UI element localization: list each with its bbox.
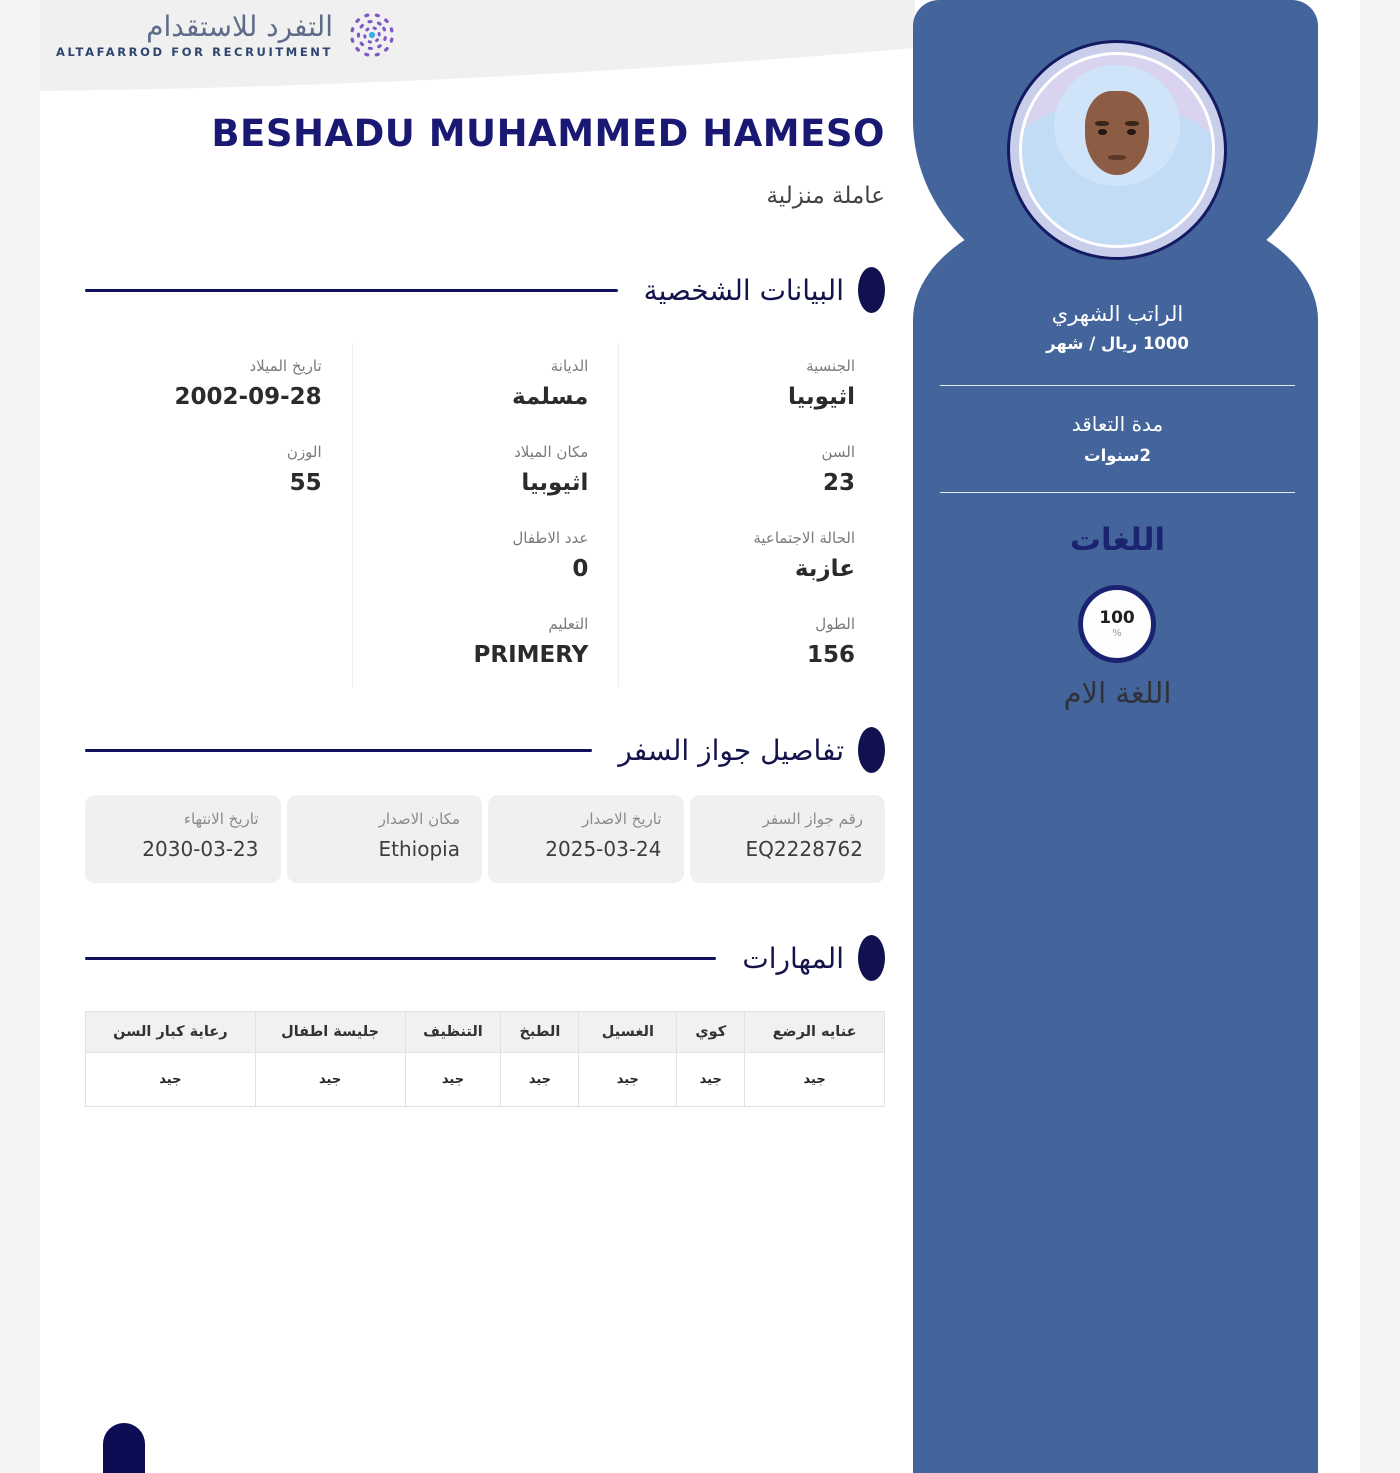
field-label: مكان الميلاد bbox=[514, 443, 589, 461]
skill-rating: جيد bbox=[86, 1053, 256, 1107]
passport-box-label: تاريخ الاصدار bbox=[582, 810, 662, 828]
brand-name-arabic: التفرد للاستقدام bbox=[146, 9, 333, 43]
field-nationality bbox=[618, 343, 885, 429]
photo-eye bbox=[1098, 129, 1107, 136]
field-value: 23 bbox=[822, 470, 855, 496]
language-percent: 100 bbox=[1099, 607, 1135, 628]
passport-issue-place-box bbox=[287, 795, 483, 883]
field-religion bbox=[352, 343, 619, 429]
field-label: التعليم bbox=[548, 615, 589, 633]
passport-box-label: تاريخ الانتهاء bbox=[183, 810, 259, 828]
field-weight bbox=[85, 429, 352, 515]
field-label: الحالة الاجتماعية bbox=[753, 529, 855, 547]
language-name-label: اللغة الام bbox=[1063, 676, 1172, 710]
field-label: الجنسية bbox=[806, 357, 855, 375]
section-header-personal bbox=[85, 267, 885, 313]
field-age bbox=[618, 429, 885, 515]
passport-number-box bbox=[690, 795, 886, 883]
passport-issue-date-box bbox=[488, 795, 684, 883]
skill-rating: جيد bbox=[745, 1053, 885, 1107]
brand-logo bbox=[56, 6, 401, 64]
field-value: مسلمة bbox=[511, 384, 589, 410]
photo-eyebrow bbox=[1125, 121, 1139, 126]
field-empty bbox=[85, 515, 352, 601]
bottom-left-pill-decoration bbox=[103, 1423, 145, 1473]
skill-header: جليسة اطفال bbox=[255, 1012, 405, 1053]
section-bullet-icon bbox=[858, 267, 885, 313]
photo-eyebrow bbox=[1095, 121, 1109, 126]
field-empty bbox=[85, 601, 352, 687]
section-header-skills bbox=[85, 935, 885, 981]
field-label: عدد الاطفال bbox=[512, 529, 589, 547]
field-children-count bbox=[352, 515, 619, 601]
salary-value: 1000 ريال / شهر bbox=[1046, 334, 1189, 353]
photo-eye bbox=[1127, 129, 1136, 136]
sidebar-divider bbox=[940, 492, 1295, 493]
contract-duration-label: مدة التعاقد bbox=[1071, 412, 1164, 436]
field-value: PRIMERY bbox=[473, 642, 589, 668]
section-title-personal: البيانات الشخصية bbox=[643, 273, 844, 307]
field-marital-status bbox=[618, 515, 885, 601]
field-value: 0 bbox=[572, 556, 589, 582]
sidebar-divider bbox=[940, 385, 1295, 386]
salary-label: الراتب الشهري bbox=[1051, 302, 1184, 326]
section-divider-line bbox=[85, 749, 592, 752]
candidate-name: BESHADU MUHAMMED HAMESO bbox=[211, 112, 885, 155]
brand-spiral-icon bbox=[343, 6, 401, 64]
field-value: 55 bbox=[289, 470, 322, 496]
brand-name-english: ALTAFARROD FOR RECRUITMENT bbox=[56, 45, 333, 60]
skill-rating: جيد bbox=[255, 1053, 405, 1107]
section-divider-line bbox=[85, 957, 716, 960]
field-height bbox=[618, 601, 885, 687]
section-bullet-icon bbox=[858, 727, 885, 773]
candidate-job-title: عاملة منزلية bbox=[766, 183, 885, 209]
section-divider-line bbox=[85, 289, 618, 292]
skills-table bbox=[85, 1011, 885, 1107]
passport-expiry-date-box bbox=[85, 795, 281, 883]
skill-rating: جيد bbox=[677, 1053, 745, 1107]
skill-header: التنظيف bbox=[405, 1012, 501, 1053]
skill-rating: جيد bbox=[501, 1053, 579, 1107]
passport-box-value: 2025-03-24 bbox=[545, 837, 662, 861]
personal-data-grid bbox=[85, 343, 885, 687]
field-value: عازبة bbox=[794, 556, 855, 582]
field-label: السن bbox=[821, 443, 855, 461]
field-birth-place bbox=[352, 429, 619, 515]
passport-boxes bbox=[85, 795, 885, 883]
skill-header: الطبخ bbox=[501, 1012, 579, 1053]
field-value: اثيوبيا bbox=[521, 470, 589, 496]
field-value: 156 bbox=[806, 642, 855, 668]
field-birth-date bbox=[85, 343, 352, 429]
cv-main-content bbox=[85, 100, 885, 1107]
passport-box-label: رقم جواز السفر bbox=[762, 810, 863, 828]
contract-duration-value: 2سنوات bbox=[1083, 446, 1152, 465]
photo-face bbox=[1085, 91, 1150, 175]
passport-box-value: 2030-03-23 bbox=[142, 837, 259, 861]
skill-header: عنايه الرضع bbox=[745, 1012, 885, 1053]
sidebar-column bbox=[913, 200, 1318, 1473]
field-value: 2002-09-28 bbox=[174, 384, 322, 410]
percent-sign: % bbox=[1112, 627, 1122, 639]
skill-rating: جيد bbox=[405, 1053, 501, 1107]
skill-header: رعاية كبار السن bbox=[86, 1012, 256, 1053]
section-title-passport: تفاصيل جواز السفر bbox=[618, 733, 844, 767]
passport-box-value: EQ2228762 bbox=[745, 837, 863, 861]
languages-title: اللغات bbox=[1069, 522, 1166, 558]
field-label: تاريخ الميلاد bbox=[249, 357, 322, 375]
field-value: اثيوبيا bbox=[788, 384, 855, 410]
field-label: الطول bbox=[815, 615, 855, 633]
photo-mouth bbox=[1108, 155, 1126, 160]
section-header-passport bbox=[85, 727, 885, 773]
field-label: الوزن bbox=[286, 443, 322, 461]
skill-rating: جيد bbox=[579, 1053, 677, 1107]
skill-header: الغسيل bbox=[579, 1012, 677, 1053]
section-bullet-icon bbox=[858, 935, 885, 981]
passport-box-value: Ethiopia bbox=[378, 837, 460, 861]
field-label: الديانة bbox=[550, 357, 589, 375]
candidate-photo-frame bbox=[1007, 40, 1227, 260]
section-title-skills: المهارات bbox=[742, 941, 844, 975]
candidate-photo bbox=[1019, 52, 1215, 248]
skills-value-row bbox=[86, 1053, 885, 1107]
passport-box-label: مكان الاصدار bbox=[378, 810, 460, 828]
brand-logo-text bbox=[56, 11, 333, 59]
language-proficiency-gauge bbox=[1078, 585, 1156, 663]
skills-header-row bbox=[86, 1012, 885, 1053]
skill-header: كوي bbox=[677, 1012, 745, 1053]
field-education bbox=[352, 601, 619, 687]
